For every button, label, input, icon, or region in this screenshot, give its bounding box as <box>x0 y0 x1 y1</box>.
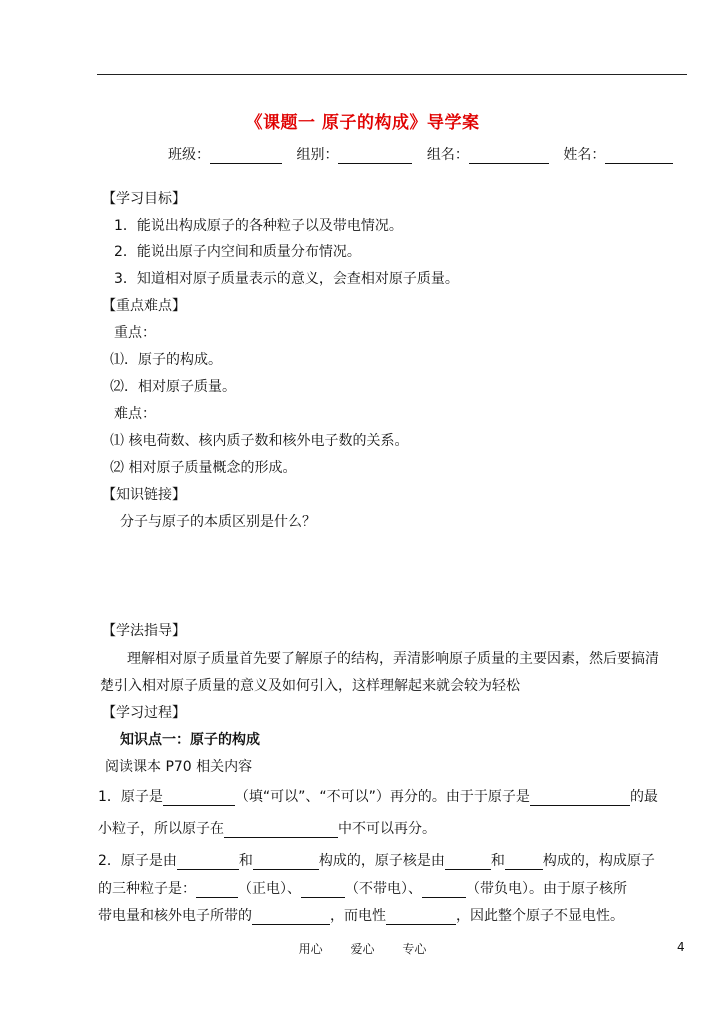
key-label: 重点： <box>114 325 156 341</box>
blank[interactable] <box>177 855 239 870</box>
difficult-item: ⑴ 核电荷数、核内质子数和核外电子数的关系。 <box>110 433 409 449</box>
goal-item: 1．能说出构成原子的各种粒子以及带电情况。 <box>114 218 403 234</box>
question-2-line-3: 带电量和核外电子所带的 ，而电性 ，因此整个原子不显电性。 <box>98 908 624 924</box>
group-field: 组别： <box>296 144 412 164</box>
link-heading: 【知识链接】 <box>102 487 186 503</box>
class-field: 班级： <box>168 144 282 164</box>
blank[interactable] <box>301 883 345 898</box>
group-name-field: 组名： <box>427 144 549 164</box>
blank[interactable] <box>505 855 543 870</box>
key-item: ⑵．相对原子质量。 <box>110 379 236 395</box>
key-heading: 【重点难点】 <box>102 298 186 314</box>
blank[interactable] <box>253 855 319 870</box>
question-2-line-1: 2．原子是由 和 构成的，原子核是由 和 构成的，构成原子 <box>98 853 655 869</box>
method-text: 理解相对原子质量首先要了解原子的结构，弄清影响原子质量的主要因素，然后要搞清 <box>127 651 659 667</box>
blank[interactable] <box>386 910 456 925</box>
footer-item: 用心 <box>298 942 323 956</box>
question-2-line-2: 的三种粒子是： （正电）、 （不带电）、 （带负电）。由于原子核所 <box>98 881 627 897</box>
header-rule <box>97 74 687 75</box>
name-field: 姓名： <box>563 144 673 164</box>
question-1-line-2: 小粒子，所以原子在 中不可以再分。 <box>98 821 436 837</box>
blank[interactable] <box>422 883 466 898</box>
process-heading: 【学习过程】 <box>102 705 186 721</box>
goal-item: 3．知道相对原子质量表示的意义，会查相对原子质量。 <box>114 271 459 287</box>
question-1-line-1: 1．原子是 （填“可以”、“不可以”）再分的。由于于原子是 的最 <box>98 789 658 805</box>
student-info-fields <box>168 144 683 164</box>
footer-item: 爱心 <box>350 942 375 956</box>
difficult-item: ⑵ 相对原子质量概念的形成。 <box>110 460 297 476</box>
blank[interactable] <box>163 791 235 806</box>
page-number: 4 <box>677 940 685 954</box>
blank[interactable] <box>224 823 338 838</box>
blank[interactable] <box>252 910 330 925</box>
group-name-blank[interactable] <box>469 149 549 164</box>
goals-heading: 【学习目标】 <box>102 191 186 207</box>
difficult-label: 难点： <box>114 406 156 422</box>
name-blank[interactable] <box>605 149 673 164</box>
class-blank[interactable] <box>210 149 282 164</box>
blank[interactable] <box>445 855 491 870</box>
blank[interactable] <box>530 791 630 806</box>
goal-item: 2．能说出原子内空间和质量分布情况。 <box>114 244 361 260</box>
footer-motto <box>0 940 725 957</box>
key-item: ⑴．原子的构成。 <box>110 352 222 368</box>
link-question: 分子与原子的本质区别是什么？ <box>120 514 316 530</box>
method-text: 楚引入相对原子质量的意义及如何引入，这样理解起来就会较为轻松 <box>100 678 520 694</box>
group-blank[interactable] <box>338 149 412 164</box>
point1-title: 知识点一：原子的构成 <box>120 732 260 748</box>
page-title: 《课题一 原子的构成》导学案 <box>245 113 480 133</box>
blank[interactable] <box>196 883 238 898</box>
footer-item: 专心 <box>402 942 427 956</box>
read-instruction: 阅读课本 P70 相关内容 <box>105 759 253 775</box>
method-heading: 【学法指导】 <box>102 623 186 639</box>
